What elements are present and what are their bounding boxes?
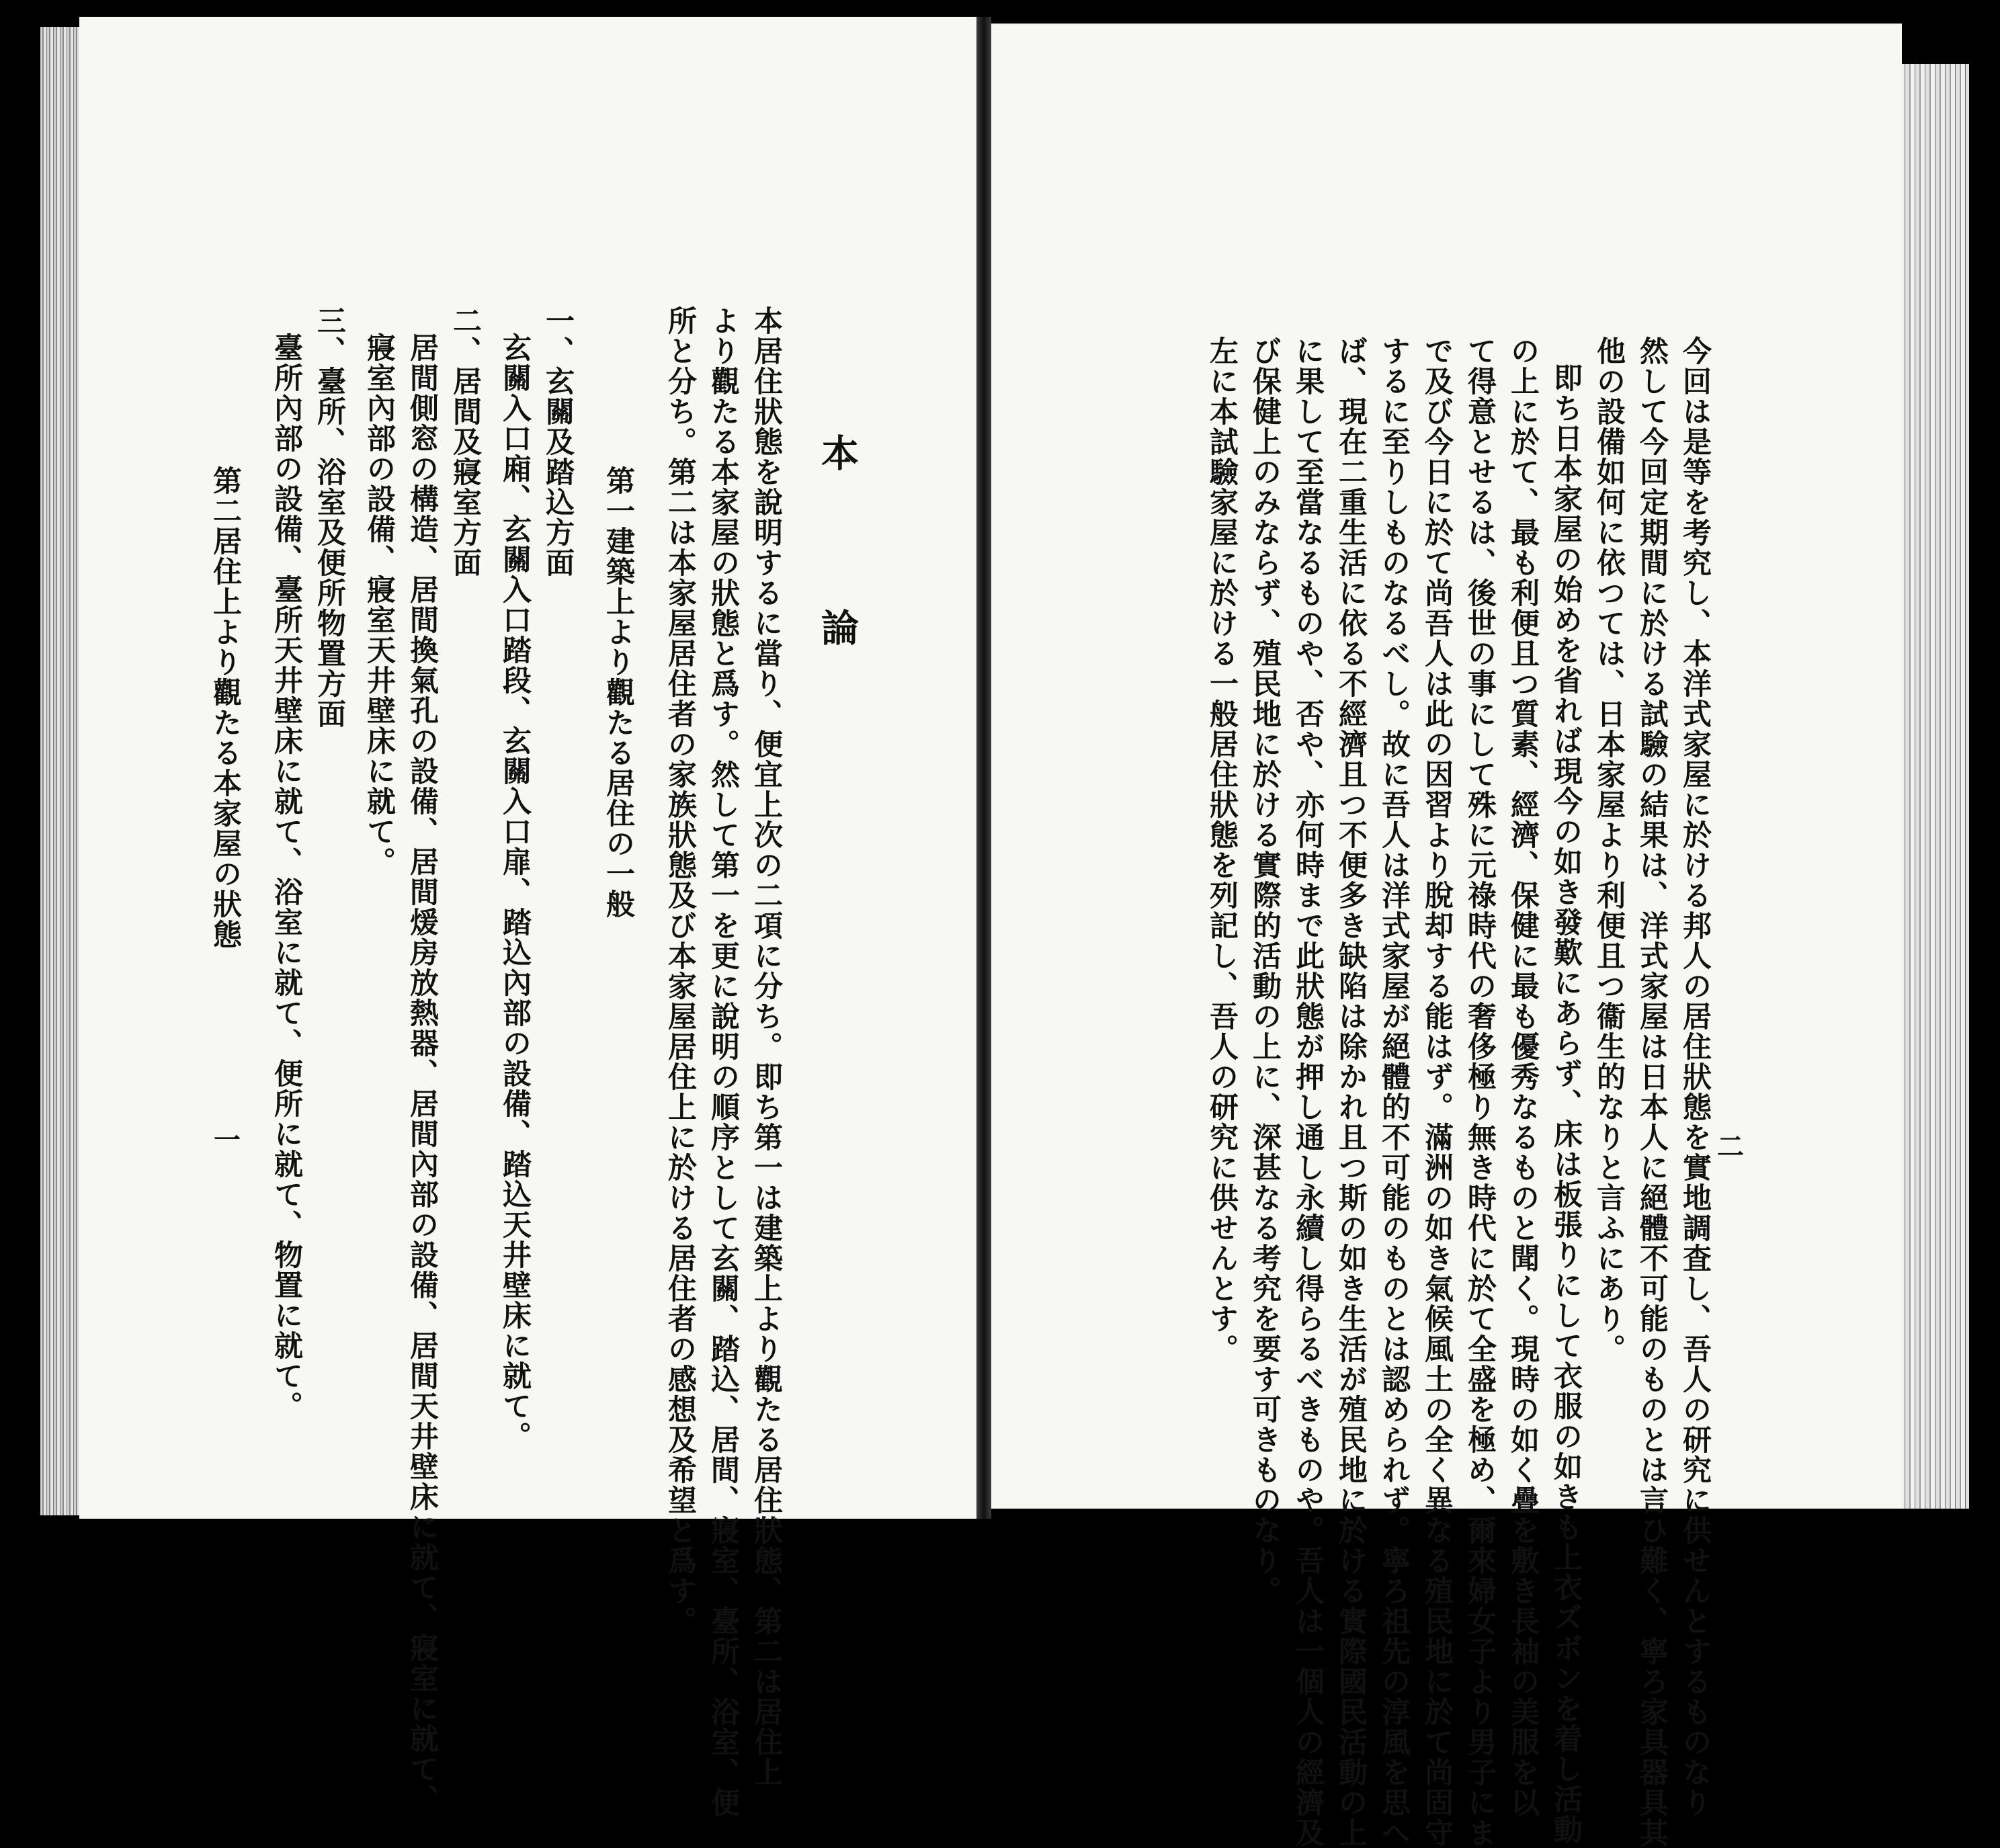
heading-char-hon: 本 [815,433,860,472]
section-1-title: 第一建築上より觀たる居住の一般 [601,466,635,919]
body-line-4: 即ち日本家屋の始めを省れば現今の如き發歎にあらず、床は板張りにして衣服の如きも上衣ズボンを着し活動 [1549,363,1583,1845]
body-line-2: 然して今回定期間に於ける試驗の結果は、洋式家屋は日本人に絕體不可能のものとは言ひ難く、寧ろ家具器具其 [1635,336,1669,1848]
body-line-3: 他の設備如何に依つては、日本家屋より利便且つ衞生的なりと言ふにあり。 [1592,336,1626,1364]
page-stack-right-edge [1895,64,1969,1509]
page-number-left: 一 [214,1124,241,1156]
item-1-body: 玄關入口廂、玄關入口踏段、玄關入口扉、踏込內部の設備、踏込天井壁床に就て。 [498,333,532,1452]
intro-line-1: 本居住狀態を說明するに當り、便宜上次の二項に分ち。即ち第一は建築上より觀たる居住狀態、第二は居住上 [749,306,783,1788]
item-2-body-1: 居間側窓の構造、居間換氣孔の設備、居間煖房放熱器、居間內部の設備、居間天井壁床に就て、寢室に就て、 [405,333,439,1814]
item-1-heading: 一、玄關及踏込方面 [541,306,575,578]
body-line-8: するに至りしものなるべし。故に吾人は洋式家屋が絕體的不可能のものとは認められず。寧ろ祖先の淳風を思へ [1377,336,1411,1848]
intro-line-2: より觀たる本家屋の狀態と爲す。然して第一を更に說明の順序として玄關、踏込、居間、寢室、臺所、浴室、便 [706,306,740,1818]
right-page [991,24,1902,1848]
body-line-6: て得意とせるは、後世の事にして殊に元祿時代の奢侈極り無き時代に於て全盛を極め、爾來婦女子より男子にま [1463,336,1497,1848]
body-line-11: び保健上のみならず、殖民地に於ける實際的活動の上に、深甚なる考究を要す可きものなり。 [1248,336,1282,1606]
section-2-title: 第二居住上より觀たる本家屋の狀態 [208,466,242,950]
page-number-right: 二 [1717,1131,1744,1163]
intro-line-3: 所と分ち。第二は本家屋居住者の家族狀態及び本家屋居住上に於ける居住者の感想及希望と爲す。 [663,306,697,1636]
body-line-5: の上に於て、最も利便且つ質素、經濟、保健に最も優秀なるものと聞く。現時の如く疊を敷き長袖の美服を以 [1506,336,1540,1818]
item-3-heading: 三、臺所、浴室及便所物置方面 [312,306,346,729]
left-page [79,17,976,1818]
body-line-9: ば、現在二重生活に依る不經濟且つ不便多き缺陷は除かれ且つ斯の如き生活が殖民地に於ける實際國民活動の上 [1334,336,1368,1848]
item-3-body: 臺所內部の設備、臺所天井壁床に就て、浴室に就て、便所に就て、物置に就て。 [269,333,303,1421]
body-line-7: で及び今日に於て尚吾人は此の因習より脫却する能はず。滿洲の如き氣候風土の全く異なる殖民地に於て尚固守 [1420,336,1454,1848]
body-line-1: 今回は是等を考究し、本洋式家屋に於ける邦人の居住狀態を實地調査し、吾人の研究に供せんとするものなり [1678,336,1712,1818]
body-line-10: に果して至當なるものや、否や、亦何時まで此狀態が押し通し永續し得らるべきものや。吾人は一個人の經濟及 [1291,336,1325,1848]
page-stack-left-edge [40,27,81,1515]
body-line-12: 左に本試驗家屋に於ける一般居住狀態を列記し、吾人の研究に供せんとす。 [1205,336,1239,1364]
book-gutter [976,17,991,1519]
item-2-heading: 二、居間及寢室方面 [448,306,482,578]
heading-char-ron: 論 [815,608,860,647]
item-2-body-2: 寢室內部の設備、寢室天井壁床に就て。 [362,333,396,877]
